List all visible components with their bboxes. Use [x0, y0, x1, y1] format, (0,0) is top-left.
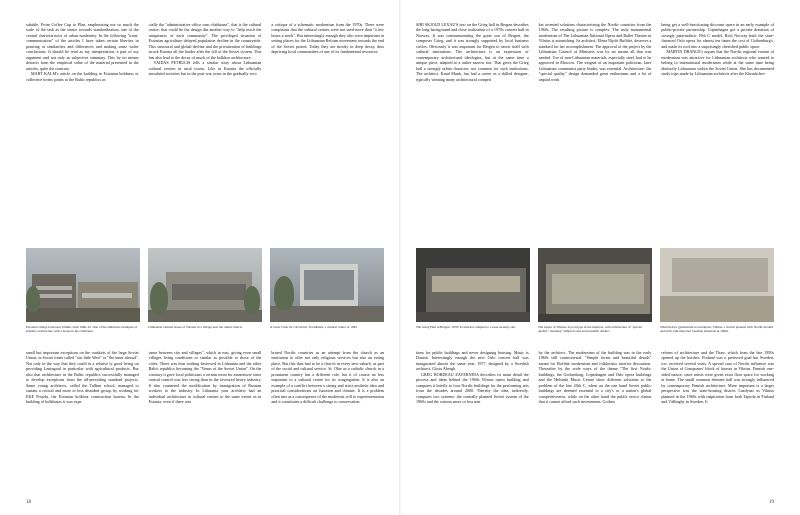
- figure-caption: Lithuanian cultural house of Vabalas in a village near the oldest church.: [148, 324, 243, 329]
- paragraph: tance between city and villages", which in east, giving even small villages living conditions or similar as possible to those of the cities. There was thus nothing bestowed in Lithuania and the other Baltic republics becoming the "Venus of the Soviet Union". On the contrary it gave local politicians a certain room for manoeuvre since central control was less strong than in the favoured heavy industry. It also countered the modification by immigration of Russian workers to the industry. In Lithuania your architect had an individual architecture in cultural centres to the same extent as in Estonia, even if there was: [148, 350, 262, 405]
- figure-opera-vilnius: [538, 248, 652, 333]
- paragraph: subtitle, From Coffee Cup to Plan, emphasizing not so much the scale of the task as the stance towards standardization, one of the central characteristics of urban modernity. In the following "trans-communication" of the articles I have taken certain liberties in pointing at similarities and differences and making some wider conclusions. It should be read as my interpretation, a part of my argument and not only as subjective summary. This by no means detracts from the empirical value of the material presented in the articles, quite the contrary.: [26, 22, 139, 71]
- figure-caption: Small indoor gymnasium in Lundquist, Vilnius, a church planned with Nordic models and built with imported Swedish materials in 1960s.: [660, 324, 774, 333]
- figure-caption: A Clear Cube for Circuit kit, Trondheim, a cultural centre of 1965.: [270, 324, 358, 329]
- paragraph: GREG BORDEAU ZAVERNINA describes its main detail the process and ideas behind the 1960s Vilnius opera building and compares it briefly to four Nordic buildings for the performing arts from the decades around 2000. Thereby the idea, indirectly, compares two systems: the centrally planned Soviet system of the 1960s and the various more or less mar: [416, 371, 529, 405]
- left-column-3: [271, 22, 384, 254]
- right-bottom-column-2: [539, 350, 652, 405]
- paragraph: reform of architecture and the Thaw, which from the late 1950s opened up the borders. Finland was a preferred goal but Sweden, too, received several visits. A special case of Nordic influence was the Union of Composers' block of houses in Vilnius. Finnish one-sided nature, since artists were given extra floor space for working at home. The small common element hall was strongly influenced by contemporary Finnish architecture. More important is a larger perspective was the state-housing district Lazdynai in Vilnius planned in the 1960s with inspiration from both Tapiola in Finland and Vällingby in Sweden. It: [661, 350, 775, 405]
- figure-image: [660, 248, 774, 322]
- left-top-columns: [26, 22, 384, 254]
- left-column-1: [26, 22, 139, 254]
- left-column-2: [149, 22, 262, 254]
- figure-clear-cube: [270, 248, 384, 333]
- figure-caption: The Opera of Vilnius: A prototype in the interiors, with architecture of "special quality", meaning "simple forms and beautiful details".: [538, 324, 642, 333]
- figure-soviet-kolkhoz: [26, 248, 140, 333]
- figure-caption: The Grieg Hall in Bergen, 1978: its interiors adapted to a taste recently site.: [416, 324, 516, 329]
- figure-image: [148, 248, 262, 322]
- right-top-columns: [416, 22, 774, 254]
- right-column-1: [416, 22, 529, 254]
- figure-caption: Estonian village farm near Tallinn, built 1960–61. One of the ambitious examples of kolkhoz architecture with a house in the clubhouse.: [26, 324, 138, 333]
- paragraph: being get a well-functioning discount opera in an early example of public-private partnership. Copenhagen got a private donation of strongly paternalistic 19th C model. Rich Norway built the state-financed Oslo opera for almost ten times the cost of Gothenburg's, and made its roof into a surprisingly cherished public space.: [661, 22, 774, 49]
- left-bottom-columns: [26, 350, 384, 405]
- paragraph: small but important exceptions on the outskirts of the large Soviet Union, in Soviet times called "our little West" or "the inner abroad". Not only in the way that they could in a relative ly good living on providing Leningrad in particular with agricultural products. But also that architecture in the Baltic republics successfully managed to develop exceptions from the all-prevailing standard projects. Same young architects, called the Tallinn school, managed to sustain a critical and more or less dissident group, by working for EKE Projekt, the Estonian kolkhoz construction bureau. In the building of kolkhozes it was expe: [26, 350, 139, 405]
- figure-grieg-hall: [416, 248, 530, 333]
- figure-image: [26, 248, 140, 322]
- left-figure-row: [26, 248, 384, 333]
- right-bottom-column-3: [661, 350, 774, 405]
- figure-lithuanian-village-hall: [148, 248, 262, 333]
- page-number-left: 18: [26, 500, 31, 505]
- page-number-right: 19: [769, 500, 774, 505]
- figure-image: [538, 248, 652, 322]
- paragraph: tions for public buildings and never designing housing. Music is Danish. Interestingly enough the new Oslo concert hall was inaugurated almost the same year, 1977, designed by a Swedish architect, Gösta Åbergh.: [416, 350, 529, 372]
- right-figure-row: [416, 248, 774, 333]
- paragraph: brined Nordic countries as an attempt from the church as an institution to offer not only religious services but also an eating place. But this thus had to be a church in every new suburb, as part of the social and cultural service. St. Olav as a catholic church in a prominent country has a different role, but it of course no less important to a cultural centre for its congregation. It is also an example of a conflict between a strong and strict aesthetic idea and practical considerations on function and climate. It is a problem often met as a consequence of the modernist will to experimentation and it constitutes a difficult challenge to conservation.: [271, 350, 385, 405]
- figure-image: [416, 248, 530, 322]
- figure-church-interior: [660, 248, 774, 333]
- right-bottom-column-1: [416, 350, 529, 405]
- paragraph: ket oriented solutions characterizing the Nordic countries from the 1960s. The resulting picture is complex. The truly monumental modernism of The Lithuanian National Opera and Ballet Theatre in Vilnius is astonishing. Its architect, Elena Nijolė Bučiūtė, deserves a standard for her accomplishment. The approval of the project by the Lithuanian Council of Ministers was by no means all that was needed. Use of non-Lithuanian materials, especially steel, had to be approved in Moscow. The exigent of an important politician, later Lithuanian communist party leader, was essential. Architecture: the "special quality" design demanded great enthusiasm and a lot of unpaid work: [538, 22, 652, 82]
- page-gutter: [399, 0, 401, 515]
- left-bottom-column-2: [149, 350, 262, 405]
- figure-image: [270, 248, 384, 322]
- paragraph: VAIDAS PETRULIS tells a similar story about Lithuanian cultural centres in rural towns. Like in Estonia the officially simulated societies but in the post-war years in the gradually reco: [148, 60, 262, 77]
- paragraph: SIRI SKJOLD LEXAU'S text on the Grieg hall in Bergen describes the long background and close realization of a 1970s concert hall in Norway. It was commemorating the great son of Bergen, the composer Grieg, and it was strongly supported by local business circles. Obviously it was important for Bergen to assert itself with cultural institutions. The architecture is an expression of contemporary architectural ideologies, but at the same time a unique piece, adapted to a rather narrow site. That gives the Grieg hall a strongly urban character, not common for such institutions. The architect, Knud Munk, has had a career as a skilled designer, typically winning many architectural competi: [416, 22, 529, 82]
- left-bottom-column-3: [271, 350, 384, 405]
- paragraph: MARTIN DRANGE's argues that the Nordic regional variant of modernism was attractive for Lithuanian architects who wanted to belong to international modernism while at the same time being distinctly Lithuanian within the Soviet Union. She has documented study trips made by Lithuanian architects after the Khrushchev: [661, 49, 774, 77]
- right-page: [400, 0, 800, 515]
- paragraph: cially the "administrative office cum clubhouse", that is the cultural centre, that could be the design din another way to "help reach the uniqueness of each community". The privileged situation of Estonian agriculture delayed population decline in the countryside. This structural and global decline and the privatization of buildings struck Estonia all the harder after the fall of the Soviet system. This has also lead to the decay of much of the kolkhoz architecture.: [148, 22, 262, 60]
- right-column-3: [661, 22, 774, 254]
- right-column-2: [539, 22, 652, 254]
- paragraph: MART KALM's article on the building in Estonian boldness or collective forms points to the Baltic republics as: [26, 71, 139, 82]
- paragraph: a critique of a schematic modernism from the 1970s. There were complaints that the cultural centres were not used more than "a few hours a week". But interestingly enough they also were important in setting places for the Lithuanian Reform movement towards the end of the Soviet period. Today they are mostly in deep decay, thus depriving local communities of one of its fundamental resources.: [271, 22, 384, 55]
- left-bottom-column-1: [26, 350, 139, 405]
- right-bottom-columns: [416, 350, 774, 405]
- paragraph: by the architect. The modernism of the building was in the early 1960s still controversial. "Simple forms and beautiful details" meant for Bučiūtė modernism and folkloristic interior decoration. Thereafter by the wide ways of the theme "The first Nordic buildings, the Gothenburg, Copenhagen and Oslo opera buildings and the Helsinki Music Centre show different solutions to the problem of the late 20th C, when on the one hand Soviet public buildings are deemed essential to a city's or a nation's global competitiveness, while on the other hand the public sector claims that it cannot afford such investments. Gothen: [538, 350, 652, 405]
